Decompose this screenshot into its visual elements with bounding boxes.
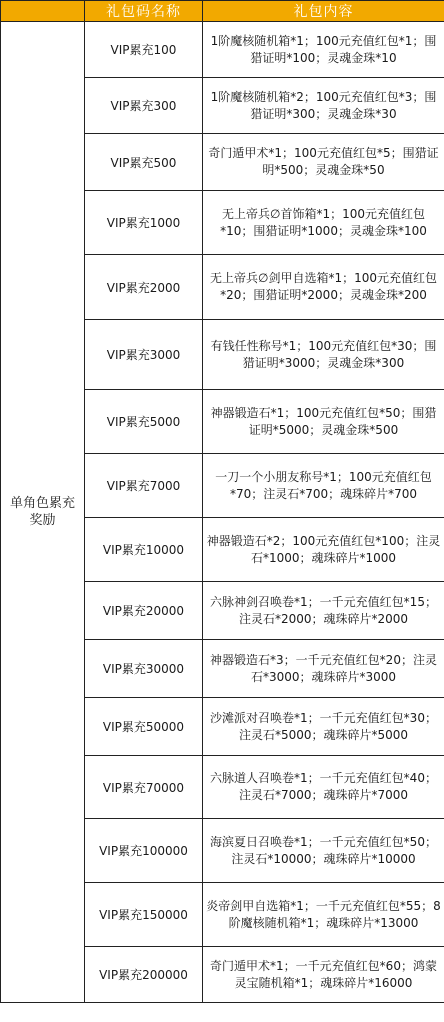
table-row [1, 22, 444, 78]
header-gift-content: 礼包内容 [203, 1, 444, 22]
gift-content: 沙滩派对召唤卷*1；一千元充值红包*30；注灵石*5000；魂珠碎片*5000 [203, 698, 444, 756]
gift-content: 神器锻造石*2；100元充值红包*100；注灵石*1000；魂珠碎片*1000 [203, 518, 444, 582]
gift-name: VIP累充2000 [85, 255, 203, 320]
gift-name: VIP累充300 [85, 78, 203, 134]
category-cell: 单角色累充奖励 [1, 22, 85, 1003]
gift-content: 1阶魔核随机箱*2；100元充值红包*3；围猎证明*300；灵魂金珠*30 [203, 78, 444, 134]
gift-name: VIP累充30000 [85, 640, 203, 698]
gift-content: 神器锻造石*1；100元充值红包*50；围猎证明*5000；灵魂金珠*500 [203, 390, 444, 454]
gift-name: VIP累充5000 [85, 390, 203, 454]
gift-name: VIP累充10000 [85, 518, 203, 582]
gift-content: 神器锻造石*3；一千元充值红包*20；注灵石*3000；魂珠碎片*3000 [203, 640, 444, 698]
gift-name: VIP累充500 [85, 134, 203, 191]
gift-name: VIP累充50000 [85, 698, 203, 756]
gift-content: 无上帝兵∅剑甲自选箱*1；100元充值红包*20；围猎证明*2000；灵魂金珠*200 [203, 255, 444, 320]
gift-name: VIP累充100 [85, 22, 203, 78]
gift-name: VIP累充100000 [85, 819, 203, 883]
gift-content: 1阶魔核随机箱*1；100元充值红包*1；围猎证明*100；灵魂金珠*10 [203, 22, 444, 78]
header-gift-name: 礼包码名称 [85, 1, 203, 22]
gift-content: 无上帝兵∅首饰箱*1；100元充值红包*10；围猎证明*1000；灵魂金珠*100 [203, 191, 444, 255]
gift-content: 六脉道人召唤卷*1；一千元充值红包*40；注灵石*7000；魂珠碎片*7000 [203, 756, 444, 819]
gift-name: VIP累充70000 [85, 756, 203, 819]
header-row [1, 1, 444, 22]
gift-content: 炎帝剑甲自选箱*1；一千元充值红包*55；8阶魔核随机箱*1；魂珠碎片*13000 [203, 883, 444, 947]
gift-content: 奇门遁甲术*1；100元充值红包*5；围猎证明*500；灵魂金珠*50 [203, 134, 444, 191]
gift-name: VIP累充7000 [85, 454, 203, 518]
gift-content: 六脉神剑召唤卷*1；一千元充值红包*15；注灵石*2000；魂珠碎片*2000 [203, 582, 444, 640]
gift-name: VIP累充150000 [85, 883, 203, 947]
gift-name: VIP累充20000 [85, 582, 203, 640]
header-category [1, 1, 85, 22]
gift-name: VIP累充200000 [85, 947, 203, 1003]
gift-name: VIP累充1000 [85, 191, 203, 255]
gift-content: 奇门遁甲术*1；一千元充值红包*60；鸿蒙灵宝随机箱*1；魂珠碎片*16000 [203, 947, 444, 1003]
gift-content: 海滨夏日召唤卷*1；一千元充值红包*50；注灵石*10000；魂珠碎片*10000 [203, 819, 444, 883]
gift-name: VIP累充3000 [85, 320, 203, 390]
gift-content: 有钱任性称号*1；100元充值红包*30；围猎证明*3000；灵魂金珠*300 [203, 320, 444, 390]
gift-content: 一刀一个小朋友称号*1；100元充值红包*70；注灵石*700；魂珠碎片*700 [203, 454, 444, 518]
